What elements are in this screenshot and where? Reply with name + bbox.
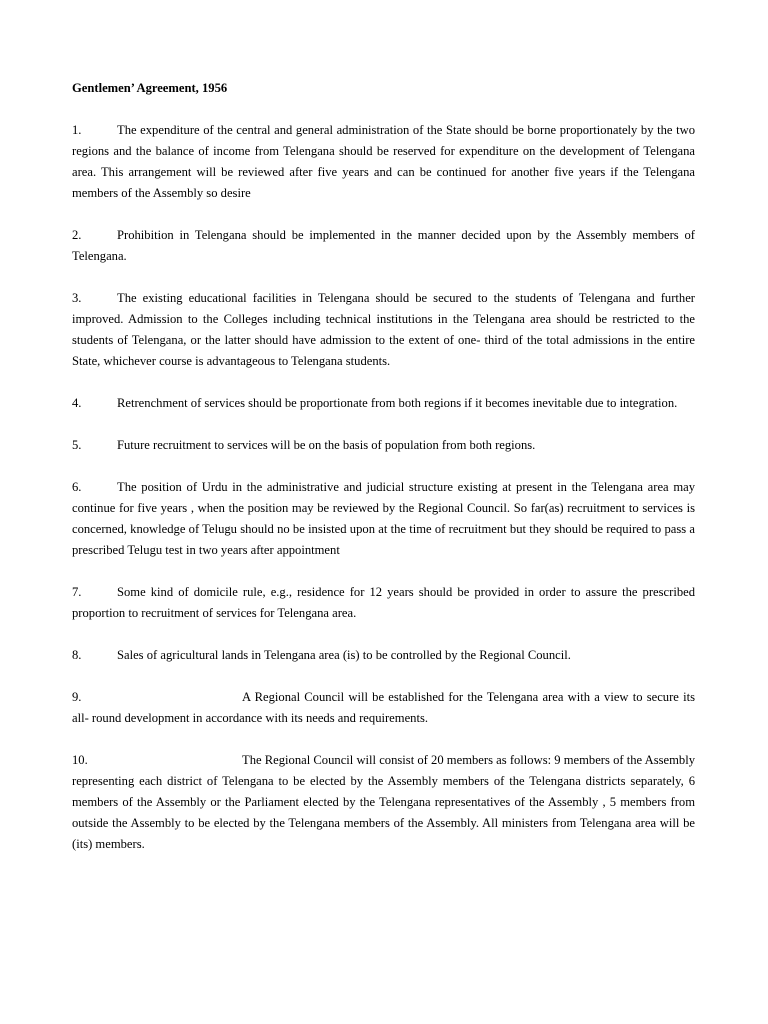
paragraph-number: 3. [72, 291, 82, 305]
paragraph-text: The expenditure of the central and general administration of the State should be borne proportionately by the two regions and the balance of income from Telengana should be reserved for expenditure on the development of Telengana area. This arrangement will be reviewed after five years and can be continued for another five years if the Telengana members of the Assembly so desire [72, 123, 695, 200]
paragraph-text: The existing educational facilities in Telengana should be secured to the students of Telengana and further improved. Admission to the Colleges including technical institutions in the Telengana area should be restricted to the students of Telengana, or the latter should have admission to the extent of one- third of the total admissions in the entire State, whichever course is advantageous to Telengana students. [72, 291, 695, 368]
paragraph-number: 5. [72, 438, 82, 452]
paragraph-text: Retrenchment of services should be proportionate from both regions if it becomes inevitable due to integration. [117, 396, 678, 410]
paragraph-number: 9. [72, 690, 82, 704]
document-body [72, 78, 695, 876]
paragraph-3 [72, 288, 695, 372]
paragraph-text: The position of Urdu in the administrative and judicial structure existing at present in the Telengana area may continue for five years , when the position may be reviewed by the Regional Council. So far(as) recruitment to services is concerned, knowledge of Telugu should no be insisted upon at the time of recruitment but they should be required to pass a prescribed Telugu test in two years after appointment [72, 480, 695, 557]
paragraph-6 [72, 477, 695, 561]
paragraph-2 [72, 225, 695, 267]
paragraph-number: 8. [72, 648, 82, 662]
paragraph-1 [72, 120, 695, 204]
paragraph-9 [72, 687, 695, 729]
paragraph-7 [72, 582, 695, 624]
paragraph-10 [72, 750, 695, 855]
paragraph-8 [72, 645, 695, 666]
paragraph-5 [72, 435, 695, 456]
paragraph-number: 6. [72, 480, 82, 494]
paragraph-text: Some kind of domicile rule, e.g., residence for 12 years should be provided in order to assure the prescribed proportion to recruitment of services for Telengana area. [72, 585, 695, 620]
paragraph-text: Future recruitment to services will be on the basis of population from both regions. [117, 438, 536, 452]
paragraph-number: 7. [72, 585, 82, 599]
paragraph-number: 10. [72, 753, 88, 767]
paragraph-text: Prohibition in Telengana should be implemented in the manner decided upon by the Assembly members of Telengana. [72, 228, 695, 263]
paragraph-text: The Regional Council will consist of 20 members as follows: 9 members of the Assembly representing each district of Telengana to be elected by the Assembly members of the Telengana districts separately, 6 members of the Assembly or the Parliament elected by the Telengana representatives of the Assembly , 5 members from outside the Assembly to be elected by the Telengana members of the Assembly. All ministers from Telengana area will be (its) members. [72, 753, 695, 851]
paragraph-4 [72, 393, 695, 414]
paragraph-text: Sales of agricultural lands in Telengana area (is) to be controlled by the Regional Council. [117, 648, 571, 662]
paragraph-number: 2. [72, 228, 82, 242]
paragraph-number: 1. [72, 123, 82, 137]
paragraph-text: A Regional Council will be established for the Telengana area with a view to secure its all- round development in accordance with its needs and requirements. [72, 690, 695, 725]
paragraph-number: 4. [72, 396, 82, 410]
document-title: Gentlemen’ Agreement, 1956 [72, 81, 228, 95]
